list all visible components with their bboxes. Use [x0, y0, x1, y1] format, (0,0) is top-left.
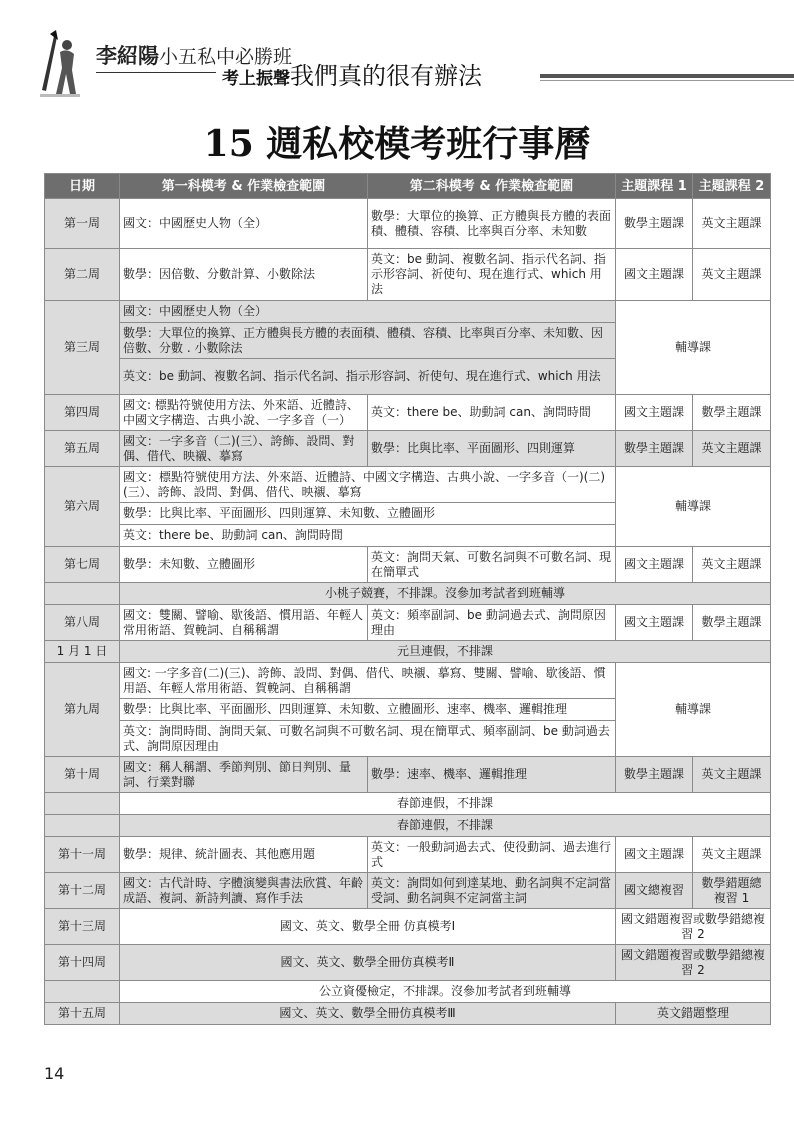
topic-1: 國文總複習	[616, 873, 693, 909]
holiday-notice: 元旦連假，不排課	[120, 641, 771, 663]
week-label: 第一周	[45, 199, 120, 249]
brand-name: 李紹陽小五私中必勝班	[96, 44, 293, 68]
topic-2: 數學主題課	[693, 395, 771, 431]
subject-2-range: 英文：be 動詞、複數名詞、指示代名詞、指示形容詞、祈使句、現在進行式、which 用法	[368, 249, 616, 301]
table-row	[45, 467, 771, 503]
week-label: 第十周	[45, 757, 120, 793]
subject-2-range: 英文：詢問如何到達某地、動名詞與不定詞當受詞、動名詞與不定詞當主詞	[368, 873, 616, 909]
topic-2: 英文主題課	[693, 547, 771, 583]
table-row	[45, 757, 771, 793]
page-title: 15 週私校模考班行事曆	[203, 123, 591, 165]
page-number: 14	[44, 1064, 65, 1083]
topic-1: 數學主題課	[616, 431, 693, 467]
subject-2-range: 英文：頻率副詞、be 動詞過去式、詢問原因理由	[368, 605, 616, 641]
table-row	[45, 793, 771, 815]
week-label: 第三周	[45, 301, 120, 395]
week-label: 第十一周	[45, 837, 120, 873]
header-date: 日期	[45, 174, 120, 199]
subject-1-range: 國文: 標點符號使用方法、外來語、近體詩、中國文字構造、古典小說、一字多音（一）	[120, 395, 368, 431]
topic-2: 數學主題課	[693, 605, 771, 641]
review-topic: 英文錯題整理	[616, 1003, 771, 1025]
subject-1-range: 國文：稱人稱謂、季節判別、節日判別、量詞、行業對聯	[120, 757, 368, 793]
holiday-notice: 春節連假，不排課	[120, 793, 771, 815]
topic-2: 數學錯題總複習 1	[693, 873, 771, 909]
no-class-notice: 公立資優檢定，不排課。沒參加考試者到班輔導	[120, 981, 771, 1003]
week-label: 第七周	[45, 547, 120, 583]
table-row	[45, 981, 771, 1003]
header-subject-1: 第一科模考 & 作業檢查範圍	[120, 174, 368, 199]
table-row	[45, 945, 771, 981]
header-rule-right-thin	[540, 80, 794, 81]
week-label: 第二周	[45, 249, 120, 301]
table-row	[45, 199, 771, 249]
review-topic: 國文錯題複習或數學錯總複習 2	[616, 909, 771, 945]
header-rule-left	[96, 72, 216, 73]
topic-1: 國文主題課	[616, 249, 693, 301]
subject-1-range: 國文：古代計時、字體演變與書法欣賞、年齡成語、複詞、新詩判讀、寫作手法	[120, 873, 368, 909]
table-row	[45, 663, 771, 699]
week-label: 第五周	[45, 431, 120, 467]
mock-exam: 國文、英文、數學全冊仿真模考Ⅱ	[120, 945, 616, 981]
week-label: 第四周	[45, 395, 120, 431]
schedule-table	[44, 173, 771, 1025]
chinese-range: 國文：標點符號使用方法、外來語、近體詩、中國文字構造、古典小說、一字多音（一)(二)(三）、誇飾、設問、對偶、借代、映襯、摹寫	[120, 467, 616, 503]
week-label-empty	[45, 583, 120, 605]
no-class-notice: 小桃子競賽，不排課。沒參加考試者到班輔導	[120, 583, 771, 605]
table-row	[45, 583, 771, 605]
tutoring-session: 輔導課	[616, 301, 771, 395]
topic-1: 國文主題課	[616, 547, 693, 583]
header-rule-right	[540, 74, 794, 78]
week-label-empty	[45, 815, 120, 837]
brand-slogan: 考上振聲我們真的很有辦法	[222, 62, 482, 90]
tutoring-session: 輔導課	[616, 467, 771, 547]
topic-2: 英文主題課	[693, 837, 771, 873]
table-row	[45, 873, 771, 909]
week-label: 第十三周	[45, 909, 120, 945]
holiday-notice: 春節連假，不排課	[120, 815, 771, 837]
english-range: 英文：there be、助動詞 can、詢問時間	[120, 525, 616, 547]
subject-2-range: 英文：there be、助動詞 can、詢問時間	[368, 395, 616, 431]
week-label: 第十五周	[45, 1003, 120, 1025]
week-label: 第十四周	[45, 945, 120, 981]
subject-1-range: 數學：因倍數、分數計算、小數除法	[120, 249, 368, 301]
week-label-empty	[45, 981, 120, 1003]
subject-1-range: 數學：未知數、立體圖形	[120, 547, 368, 583]
table-row	[45, 605, 771, 641]
table-row	[45, 431, 771, 467]
subject-2-range: 英文：詢問天氣、可數名詞與不可數名詞、現在簡單式	[368, 547, 616, 583]
table-row	[45, 815, 771, 837]
subject-2-range: 數學：大單位的換算、正方體與長方體的表面積、體積、容積、比率與百分率、未知數	[368, 199, 616, 249]
week-label: 1 月 1 日	[45, 641, 120, 663]
table-row	[45, 641, 771, 663]
week-label: 第十二周	[45, 873, 120, 909]
mock-exam: 國文、英文、數學全冊仿真模考Ⅲ	[120, 1003, 616, 1025]
english-range: 英文：詢問時間、詢問天氣、可數名詞與不可數名詞、現在簡單式、頻率副詞、be 動詞過去式、詢問原因理由	[120, 721, 616, 757]
tutoring-session: 輔導課	[616, 663, 771, 757]
week-label: 第九周	[45, 663, 120, 757]
math-range: 數學：比與比率、平面圖形、四則運算、未知數、立體圖形、速率、機率、邏輯推理	[120, 699, 616, 721]
topic-1: 國文主題課	[616, 395, 693, 431]
english-range: 英文：be 動詞、複數名詞、指示代名詞、指示形容詞、祈使句、現在進行式、which 用法	[120, 359, 616, 395]
header-topic-1: 主題課程 1	[616, 174, 693, 199]
table-row	[45, 301, 771, 323]
subject-1-range: 國文：中國歷史人物（全）	[120, 199, 368, 249]
table-row	[45, 547, 771, 583]
page-header	[0, 0, 794, 110]
chinese-range: 國文：中國歷史人物（全）	[120, 301, 616, 323]
chinese-range: 國文: 一字多音(二)(三)、誇飾、設問、對偶、借代、映襯、摹寫、雙關、譬喻、歇後語、慣用語、年輕人常用術語、賀輓詞、自稱稱謂	[120, 663, 616, 699]
table-row	[45, 395, 771, 431]
table-row	[45, 837, 771, 873]
topic-2: 英文主題課	[693, 757, 771, 793]
runner-logo-icon	[40, 30, 80, 98]
week-label: 第六周	[45, 467, 120, 547]
math-range: 數學：比與比率、平面圖形、四則運算、未知數、立體圖形	[120, 503, 616, 525]
topic-2: 英文主題課	[693, 431, 771, 467]
topic-1: 國文主題課	[616, 837, 693, 873]
topic-1: 國文主題課	[616, 605, 693, 641]
review-topic: 國文錯題複習或數學錯總複習 2	[616, 945, 771, 981]
subject-1-range: 國文：一字多音（二)(三）、誇飾、設問、對偶、借代、映襯、摹寫	[120, 431, 368, 467]
subject-2-range: 數學：速率、機率、邏輯推理	[368, 757, 616, 793]
week-label: 第八周	[45, 605, 120, 641]
topic-1: 數學主題課	[616, 757, 693, 793]
subject-1-range: 數學：規律、統計圖表、其他應用題	[120, 837, 368, 873]
week-label-empty	[45, 793, 120, 815]
topic-1: 數學主題課	[616, 199, 693, 249]
math-range: 數學：大單位的換算、正方體與長方體的表面積、體積、容積、比率與百分率、未知數、因倍數、分數 . 小數除法	[120, 323, 616, 359]
mock-exam: 國文、英文、數學全冊 仿真模考Ⅰ	[120, 909, 616, 945]
table-row	[45, 249, 771, 301]
table-row	[45, 909, 771, 945]
header-subject-2: 第二科模考 & 作業檢查範圍	[368, 174, 616, 199]
subject-2-range: 數學：比與比率、平面圖形、四則運算	[368, 431, 616, 467]
table-header-row	[45, 174, 771, 199]
subject-1-range: 國文：雙關、譬喻、歇後語、慣用語、年輕人常用術語、賀輓詞、自稱稱謂	[120, 605, 368, 641]
topic-2: 英文主題課	[693, 199, 771, 249]
table-row	[45, 1003, 771, 1025]
header-topic-2: 主題課程 2	[693, 174, 771, 199]
subject-2-range: 英文：一般動詞過去式、使役動詞、過去進行式	[368, 837, 616, 873]
topic-2: 英文主題課	[693, 249, 771, 301]
